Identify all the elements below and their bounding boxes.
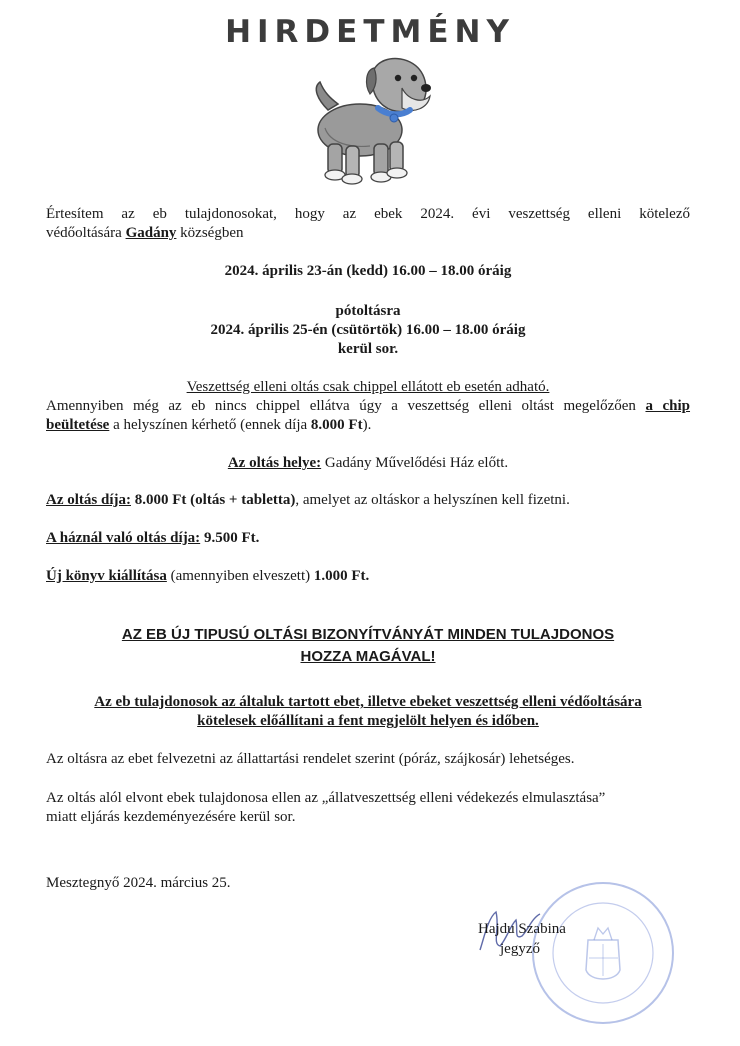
home-fee-line [46,529,690,548]
chip-price: 8.000 Ft [310,417,363,433]
leash-paragraph: Az oltásra az ebet felvezetni az állattartási rendelet szerint (póráz, szájkosár) lehetséges. [46,751,575,767]
obligation-line2: kötelesek előállítani a fent megjelölt helyen és időben. [197,713,539,729]
date-place: Mesztegnyő 2024. március 25. [46,875,231,891]
certificate-notice-line2: HOZZA MAGÁVAL! [300,648,436,665]
official-stamp [528,878,678,1028]
home-fee-label: A háznál való oltás díja: [46,530,201,546]
obligation-line1: Az eb tulajdonosok az általuk tartott ebet, illetve ebeket veszettség elleni védőoltására [94,694,642,710]
makeup-date: 2024. április 25-én (csütörtök) 16.00 – 18.00 óráig [210,322,526,338]
book-label: Új könyv kiállítása [46,568,167,584]
fee-line: Az oltás díja: 8.000 Ft (oltás + tabletta), amelyet az oltáskor a helyszínen kell fizetni. [46,492,570,508]
makeup-label: pótoltásra [335,303,401,319]
page-title: HIRDETMÉNY [225,14,515,50]
fee-value: 8.000 Ft (oltás + tabletta) [134,492,296,508]
penalty-line2: miatt eljárás kezdeményezésére kerül sor. [46,809,296,825]
makeup-tail: kerül sor. [337,341,399,357]
fee-label: Az oltás díja: [46,492,131,508]
main-vaccination-date: 2024. április 23-án (kedd) 16.00 – 18.00 óráig [224,263,512,279]
chip-requirement-note: Veszettség elleni oltás csak chippel ellátott eb esetén adható. [186,379,550,395]
chip-paragraph-line1: Amennyiben még az eb nincs chippel ellátva úgy a veszettség elleni oltást megelőzően a chip [46,398,691,414]
penalty-line1: Az oltás alól elvont ebek tulajdonosa ellen az „állatveszettség elleni védekezés elmulasztása” [46,790,606,806]
village-name: Gadány [125,225,177,241]
home-fee-value: 9.500 Ft. [203,530,260,546]
intro-text: védőoltására [46,225,122,241]
intro-paragraph-line1: Értesítem az eb tulajdonosokat, hogy az ebek 2024. évi veszettség elleni kötelező [46,206,690,222]
location-line [46,454,690,473]
dog-illustration [290,48,440,188]
location-value: Gadány Művelődési Ház előtt. [324,455,509,471]
intro-text-end: községben [180,225,244,241]
intro-paragraph-line2 [46,224,690,243]
chip-implant-highlight: a chip [645,398,691,414]
signatory-name: Hajdu Szabina [478,921,566,937]
chip-paragraph-line2: beültetése a helyszínen kérhető (ennek díja 8.000 Ft). [46,417,372,433]
signatory-role: jegyző [500,941,540,957]
certificate-notice-line1: AZ EB ÚJ TIPUSÚ OLTÁSI BIZONYÍTVÁNYÁT MINDEN TULAJDONOS [121,626,615,643]
location-label: Az oltás helye: [227,455,322,471]
book-price: 1.000 Ft. [313,568,370,584]
book-line: Új könyv kiállítása (amennyiben elveszett) 1.000 Ft. [46,568,370,584]
